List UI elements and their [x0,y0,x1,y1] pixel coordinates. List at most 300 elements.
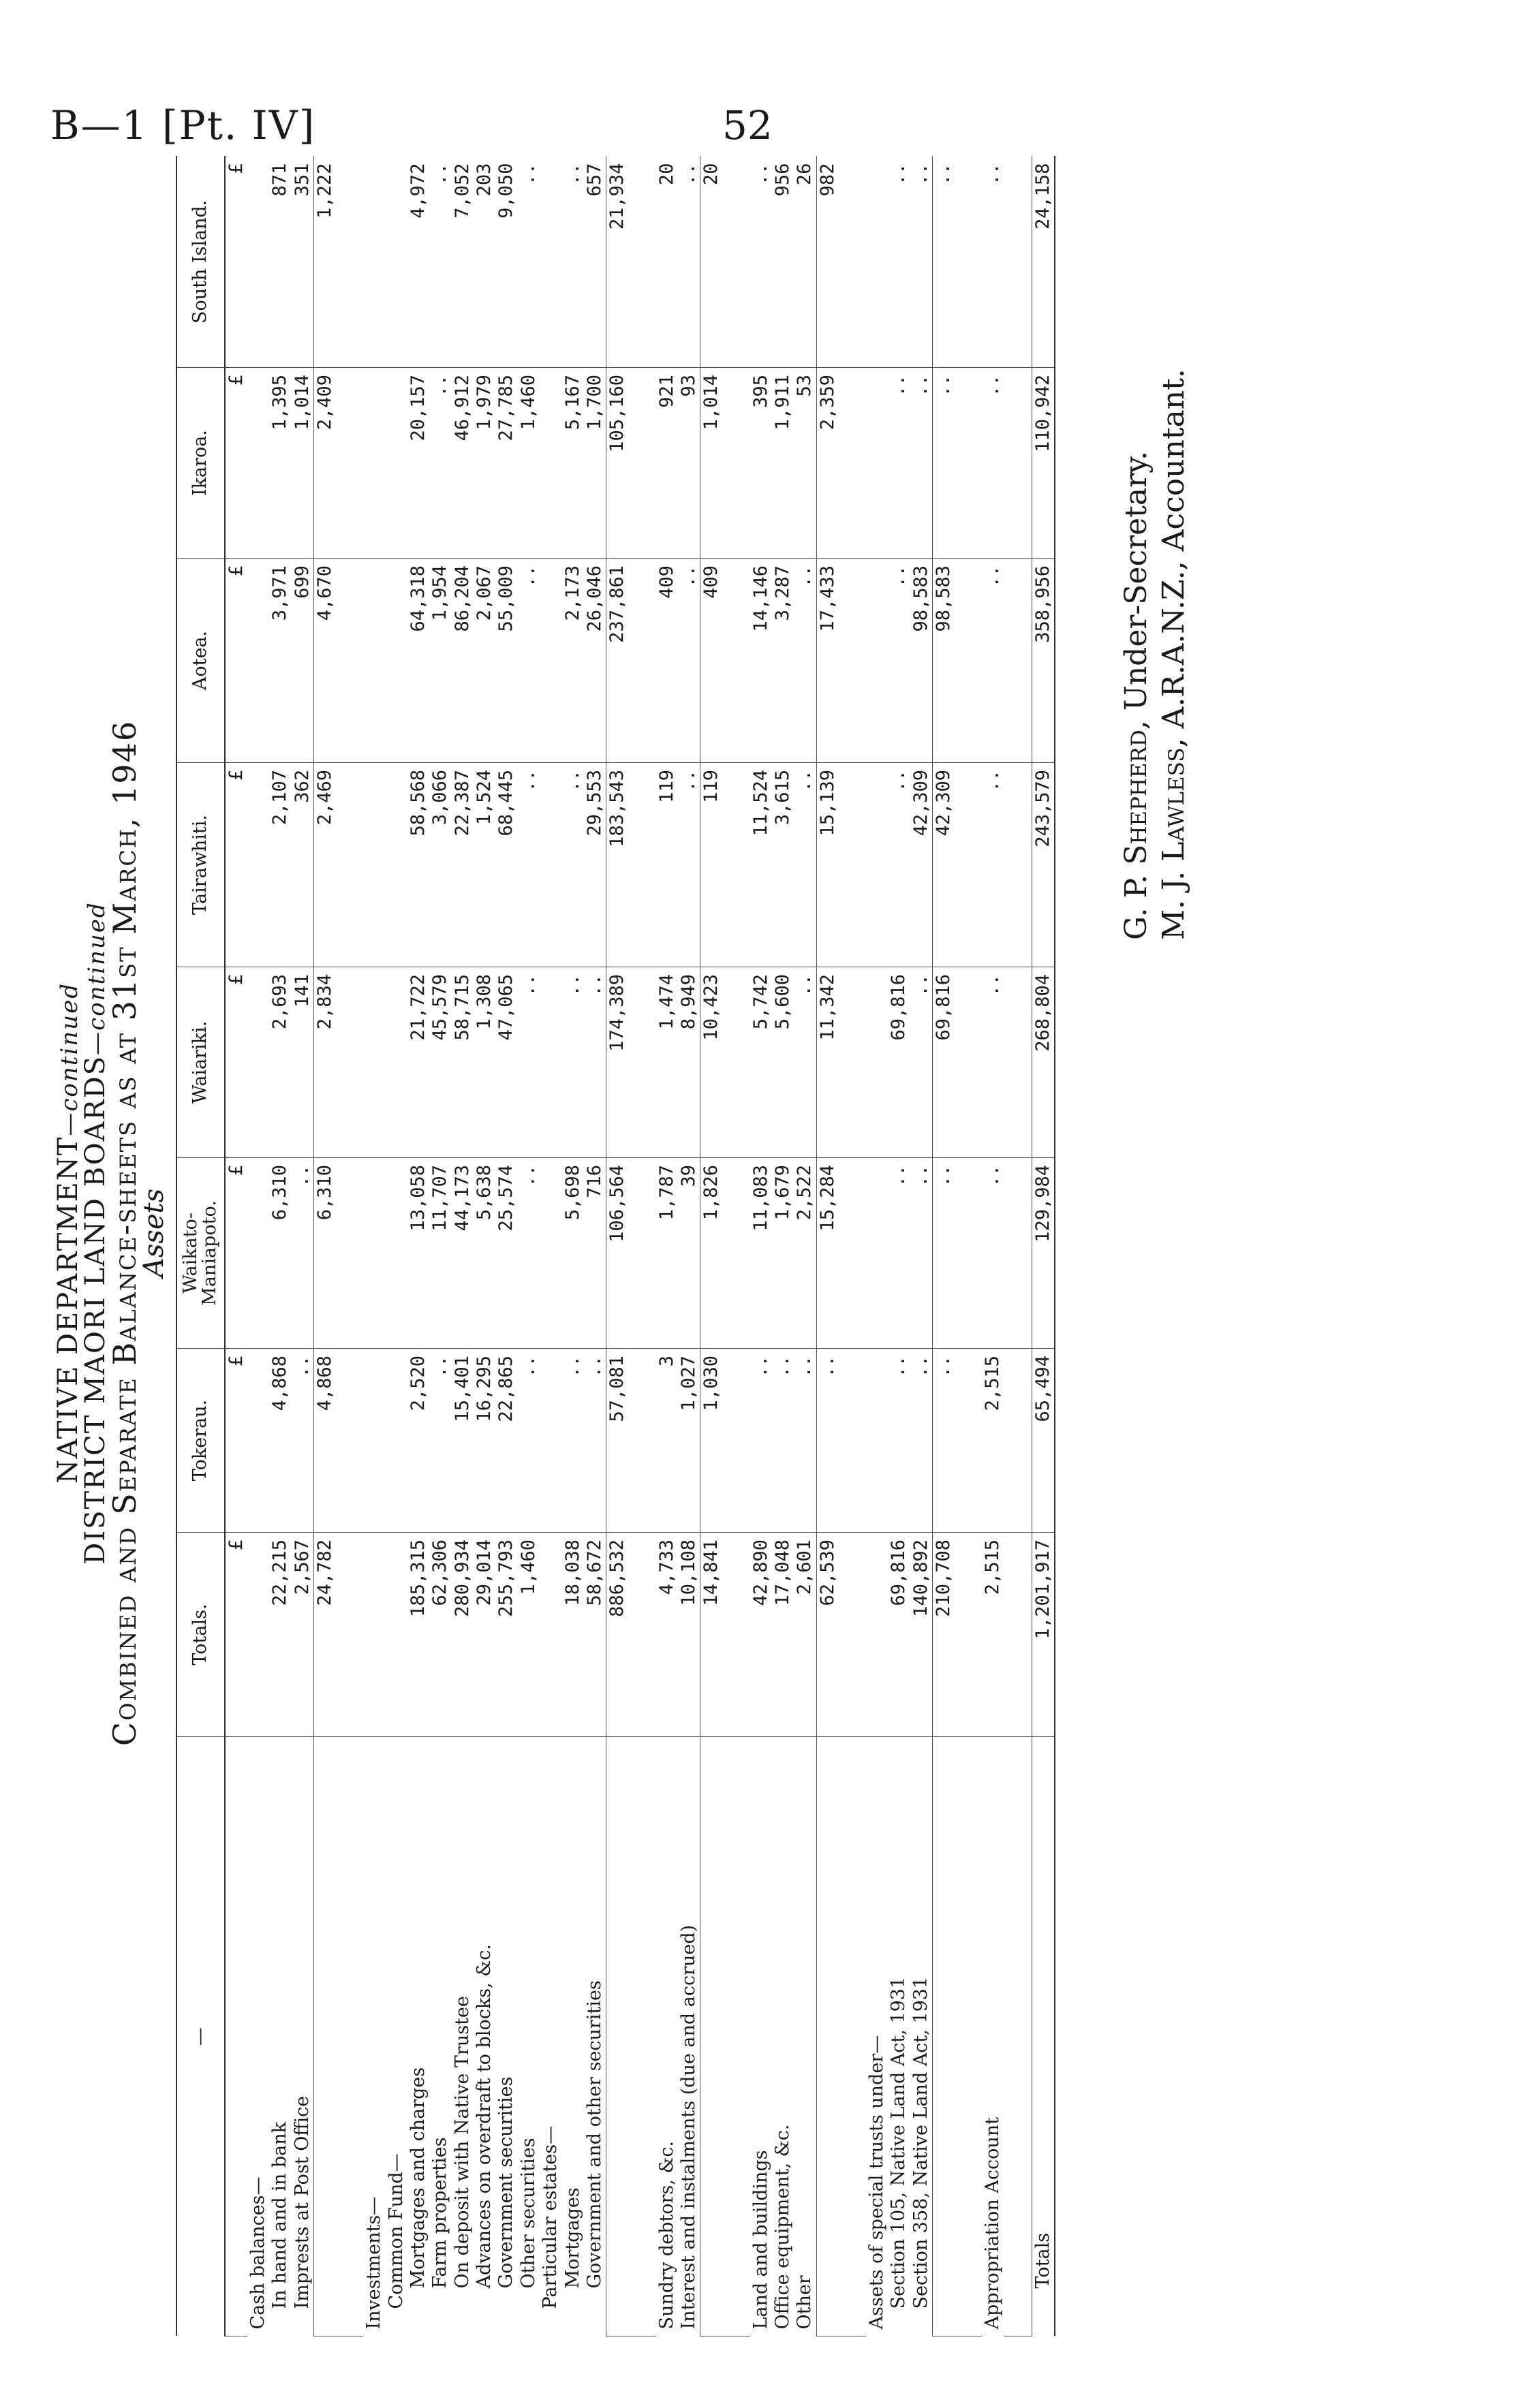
column-header: Tokerau. [176,1349,225,1533]
table-row [750,157,772,2336]
value-cell: .. [429,368,451,559]
row-label: Particular estates— [540,2125,561,2309]
value-cell: 9,050 [495,157,517,368]
empty-cell [866,157,888,368]
value-cell: 3 [656,1349,678,1533]
empty-cell [386,967,407,1158]
row-label: Government securities [495,2076,517,2289]
empty-cell [1004,1533,1032,1737]
table-row [474,157,495,2336]
value-cell: .. [562,1349,584,1533]
row-label: Assets of special trusts under— [865,2035,887,2330]
empty-cell [247,763,269,967]
empty-cell [955,1737,982,2336]
subtotal-cell: 237,861 [606,559,629,763]
value-cell: 4,733 [656,1533,678,1737]
value-cell: 3,615 [772,763,794,967]
row-label: On deposit with Native Trustee [451,1996,473,2289]
subtotal-cell: 2,469 [314,763,337,967]
value-cell: 4,972 [407,157,429,368]
subtotal-cell: 409 [700,559,723,763]
table-row [656,157,678,2336]
subtotal-cell: 183,543 [606,763,629,967]
value-cell: 268,804 [1032,967,1055,1158]
spacer-row [629,157,656,2336]
table-row [452,157,474,2336]
currency-cell: £ [225,1158,247,1349]
empty-cell [816,1737,839,2336]
section-heading-row [363,157,385,2336]
subheading-row [386,157,407,2336]
subtotal-cell: 69,816 [932,967,955,1158]
empty-cell [606,1737,629,2336]
spacer-row [839,157,866,2336]
value-cell: 5,167 [562,368,584,559]
empty-cell [1004,763,1032,967]
empty-cell [540,1349,561,1533]
value-cell: .. [888,157,910,368]
section-heading-row [247,157,269,2336]
value-cell: .. [888,763,910,967]
value-cell: .. [910,1349,933,1533]
value-cell: .. [292,1158,314,1349]
value-cell: 22,215 [269,1533,291,1737]
empty-cell [314,1737,337,2336]
value-cell: 26,046 [584,559,606,763]
value-cell: 1,308 [474,967,495,1158]
empty-cell [540,157,561,368]
value-cell: 2,067 [474,559,495,763]
value-cell: .. [982,967,1004,1158]
value-cell: 20,157 [407,368,429,559]
value-cell: 280,934 [452,1533,474,1737]
value-cell: 86,204 [452,559,474,763]
empty-cell [225,1737,247,2336]
value-cell: .. [888,1349,910,1533]
value-cell: .. [678,157,700,368]
row-label: Other securities [517,2138,539,2289]
subtotal-cell: 98,583 [932,559,955,763]
value-cell: .. [750,1349,772,1533]
value-cell: 10,108 [678,1533,700,1737]
subtotal-cell: 15,139 [816,763,839,967]
subtotal-cell: 14,841 [700,1533,723,1737]
value-cell: 716 [584,1158,606,1349]
value-cell: 47,065 [495,967,517,1158]
value-cell: 2,520 [407,1349,429,1533]
value-cell: 1,787 [656,1158,678,1349]
subtotal-cell: 174,389 [606,967,629,1158]
currency-cell: £ [225,559,247,763]
value-cell: 3,066 [429,763,451,967]
column-header: Waikato-Maniapoto. [176,1158,225,1349]
value-cell: .. [794,559,816,763]
empty-cell [336,368,363,559]
table-row [407,157,429,2336]
subtotal-cell: 42,309 [932,763,955,967]
table-row [888,157,910,2336]
currency-cell: £ [225,157,247,368]
value-cell: 657 [584,157,606,368]
value-cell: 1,700 [584,368,606,559]
empty-cell [336,157,363,368]
value-cell: 921 [656,368,678,559]
empty-cell [839,763,866,967]
empty-cell [629,763,656,967]
empty-cell [540,967,561,1158]
value-cell: 2,693 [269,967,291,1158]
empty-cell [955,763,982,967]
value-cell: .. [518,1349,540,1533]
value-cell: .. [429,157,451,368]
empty-cell [363,559,385,763]
subtotal-cell: 982 [816,157,839,368]
value-cell: 29,553 [584,763,606,967]
value-cell: 98,583 [910,559,933,763]
subtotal-cell: 2,359 [816,368,839,559]
row-label: Mortgages and charges [407,2067,429,2289]
value-cell: 203 [474,157,495,368]
row-label: Farm properties [429,2137,451,2289]
empty-cell [839,1158,866,1349]
value-cell: 110,942 [1032,368,1055,559]
value-cell: 11,707 [429,1158,451,1349]
value-cell: .. [678,763,700,967]
subtotal-cell: .. [932,1349,955,1533]
currency-cell: £ [225,368,247,559]
value-cell: .. [584,967,606,1158]
empty-cell [723,1158,750,1349]
value-cell: 5,600 [772,967,794,1158]
signature-block [1117,369,1192,940]
empty-cell [723,1349,750,1533]
subtotal-cell: 119 [700,763,723,967]
empty-cell [839,1533,866,1737]
table-row [518,157,540,2336]
empty-cell [866,1533,888,1737]
subtotal-cell: 1,014 [700,368,723,559]
subtotal-cell: 1,030 [700,1349,723,1533]
value-cell: 1,027 [678,1349,700,1533]
empty-cell [540,368,561,559]
empty-cell [336,763,363,967]
value-cell: 93 [678,368,700,559]
table-row [292,157,314,2336]
value-cell: 45,579 [429,967,451,1158]
value-cell: 58,568 [407,763,429,967]
empty-cell [336,967,363,1158]
value-cell: 21,722 [407,967,429,1158]
value-cell: 1,911 [772,368,794,559]
empty-cell [386,763,407,967]
value-cell: 2,173 [562,559,584,763]
row-label: Other [794,2275,816,2330]
empty-cell [955,559,982,763]
value-cell: 1,395 [269,368,291,559]
empty-cell [723,157,750,368]
value-cell: 1,474 [656,967,678,1158]
empty-cell [1004,967,1032,1158]
empty-cell [955,1158,982,1349]
empty-cell [629,368,656,559]
empty-cell [955,157,982,368]
empty-cell [955,1533,982,1737]
empty-cell [629,559,656,763]
value-cell: 55,009 [495,559,517,763]
value-cell: .. [910,157,933,368]
value-cell: 1,014 [292,368,314,559]
spacer-row [336,157,363,2336]
row-label: Office equipment, &c. [771,2124,793,2330]
value-cell: .. [562,967,584,1158]
empty-cell [386,1349,407,1533]
value-cell: .. [794,763,816,967]
subtotal-cell: 2,409 [314,368,337,559]
subtotal-row [932,157,955,2336]
value-cell: 243,579 [1032,763,1055,967]
table-header-row [176,157,225,2336]
value-cell: 20 [656,157,678,368]
empty-cell [247,1158,269,1349]
subtotal-cell: 24,782 [314,1533,337,1737]
subtotal-cell: .. [932,1158,955,1349]
value-cell: 2,515 [982,1349,1004,1533]
empty-cell [247,157,269,368]
subtotal-row [314,157,337,2336]
value-cell: 255,793 [495,1533,517,1737]
value-cell: 53 [794,368,816,559]
value-cell: 141 [292,967,314,1158]
value-cell: 3,971 [269,559,291,763]
value-cell: .. [910,967,933,1158]
row-label: Mortgages [561,2187,583,2289]
empty-cell [540,763,561,967]
signature-lawless: M. J. Lawless, A.R.A.N.Z., Accountant. [1156,369,1191,940]
empty-cell [723,967,750,1158]
value-cell: .. [982,368,1004,559]
value-cell: 3,287 [772,559,794,763]
department-title: NATIVE DEPARTMENT—continued [52,982,84,1484]
subtotal-cell: .. [816,1349,839,1533]
value-cell: 29,014 [474,1533,495,1737]
empty-cell [363,763,385,967]
subtotal-cell: 2,834 [314,967,337,1158]
value-cell: 13,058 [407,1158,429,1349]
empty-cell [629,157,656,368]
column-header: South Island. [176,157,225,368]
value-cell: 39 [678,1158,700,1349]
value-cell: .. [518,1158,540,1349]
table-row [584,157,606,2336]
subtotal-cell: 11,342 [816,967,839,1158]
value-cell: 2,515 [982,1533,1004,1737]
value-cell: 22,387 [452,763,474,967]
subtotal-cell: 886,532 [606,1533,629,1737]
empty-cell [1004,1737,1032,2336]
row-label: Government and other securities [583,1980,605,2289]
column-header: Waiariki. [176,967,225,1158]
value-cell: 5,638 [474,1158,495,1349]
value-cell: 1,954 [429,559,451,763]
empty-cell [839,1349,866,1533]
title-block [52,129,170,2336]
value-cell: 699 [292,559,314,763]
empty-cell [336,1349,363,1533]
value-cell: .. [910,368,933,559]
empty-cell [247,1533,269,1737]
subtotal-cell: 210,708 [932,1533,955,1737]
value-cell: 129,984 [1032,1158,1055,1349]
balance-sheet-table [176,157,1055,2337]
value-cell: 11,083 [750,1158,772,1349]
value-cell: .. [678,559,700,763]
table-row [1032,157,1055,2336]
value-cell: 69,816 [888,1533,910,1737]
subtotal-cell: 4,868 [314,1349,337,1533]
table-row [678,157,700,2336]
subtotal-cell: 106,564 [606,1158,629,1349]
page-number: 52 [722,102,773,148]
empty-cell [839,1737,866,2336]
subtotal-cell: 21,934 [606,157,629,368]
value-cell: .. [584,1349,606,1533]
value-cell: .. [518,157,540,368]
value-cell: .. [794,967,816,1158]
value-cell: 58,715 [452,967,474,1158]
value-cell: 14,146 [750,559,772,763]
empty-cell [629,1737,656,2336]
value-cell: 44,173 [452,1158,474,1349]
empty-cell [363,1349,385,1533]
subtotal-cell: 4,670 [314,559,337,763]
row-label: Land and buildings [750,2150,771,2330]
empty-cell [932,1737,955,2336]
value-cell: 65,494 [1032,1349,1055,1533]
currency-cell: £ [225,763,247,967]
table-row [495,157,517,2336]
empty-cell [629,1533,656,1737]
value-cell: .. [888,1158,910,1349]
value-cell: .. [982,157,1004,368]
currency-cell: £ [225,1349,247,1533]
empty-cell [363,1533,385,1737]
value-cell: 68,445 [495,763,517,967]
value-cell: 8,949 [678,967,700,1158]
empty-cell [866,1349,888,1533]
value-cell: 64,318 [407,559,429,763]
empty-cell [700,1737,723,2336]
empty-cell [386,1533,407,1737]
column-header-description: — [176,1737,225,2336]
empty-cell [540,1158,561,1349]
value-cell: 11,524 [750,763,772,967]
row-label: Interest and instalments (due and accrued) [677,1924,699,2330]
empty-cell [839,967,866,1158]
value-cell: .. [910,1158,933,1349]
currency-cell: £ [225,967,247,1158]
value-cell: 22,865 [495,1349,517,1533]
spacer-row [1004,157,1032,2336]
value-cell: 16,295 [474,1349,495,1533]
row-label: In hand and in bank [269,2122,291,2309]
empty-cell [723,763,750,967]
value-cell: 62,306 [429,1533,451,1737]
balance-sheet-title: Combined and Separate Balance-sheets as at 31st March, 1946 [106,719,143,1747]
value-cell: 6,310 [269,1158,291,1349]
value-cell: .. [518,967,540,1158]
value-cell: .. [518,763,540,967]
row-label: Imprests at Post Office [291,2095,313,2309]
row-label: Section 105, Native Land Act, 1931 [888,1976,910,2309]
value-cell: 395 [750,368,772,559]
empty-cell [1004,559,1032,763]
subtotal-row [606,157,629,2336]
subtotal-cell: 10,423 [700,967,723,1158]
value-cell: 4,868 [269,1349,291,1533]
value-cell: 2,107 [269,763,291,967]
value-cell: 351 [292,157,314,368]
subtotal-cell: 1,826 [700,1158,723,1349]
empty-cell [336,1533,363,1737]
empty-cell [386,1158,407,1349]
value-cell: 42,309 [910,763,933,967]
empty-cell [629,1349,656,1533]
table-row [982,157,1004,2336]
table-row [562,157,584,2336]
value-cell: 5,742 [750,967,772,1158]
value-cell: 25,574 [495,1158,517,1349]
section-heading-row [866,157,888,2336]
empty-cell [839,559,866,763]
value-cell: 1,979 [474,368,495,559]
table-row [269,157,291,2336]
subtotal-cell: .. [932,157,955,368]
value-cell: .. [750,157,772,368]
empty-cell [363,368,385,559]
value-cell: 185,315 [407,1533,429,1737]
empty-cell [247,967,269,1158]
value-cell: .. [292,1349,314,1533]
value-cell: 1,460 [518,368,540,559]
assets-heading: Assets [138,1188,170,1278]
empty-cell [1004,368,1032,559]
value-cell: .. [429,1349,451,1533]
subtotal-row [816,157,839,2336]
empty-cell [866,967,888,1158]
value-cell: .. [518,559,540,763]
report-reference: B—1 [Pt. IV] [50,102,316,148]
value-cell: 2,522 [794,1158,816,1349]
value-cell: .. [888,559,910,763]
empty-cell [540,559,561,763]
value-cell: 69,816 [888,967,910,1158]
value-cell: 26 [794,157,816,368]
spacer-row [955,157,982,2336]
boards-title: DISTRICT MAORI LAND BOARDS—continued [80,901,111,1565]
row-label: Appropriation Account [982,2117,1004,2330]
signature-shepherd: G. P. Shepherd, Under-Secretary. [1119,450,1154,940]
subheading-row [540,157,561,2336]
subtotal-cell: 6,310 [314,1158,337,1349]
empty-cell [336,1737,363,2336]
empty-cell [866,1158,888,1349]
empty-cell [1004,1158,1032,1349]
empty-cell [839,368,866,559]
row-label: Investments— [363,2196,385,2330]
empty-cell [955,1349,982,1533]
subtotal-cell: 105,160 [606,368,629,559]
empty-cell [386,559,407,763]
